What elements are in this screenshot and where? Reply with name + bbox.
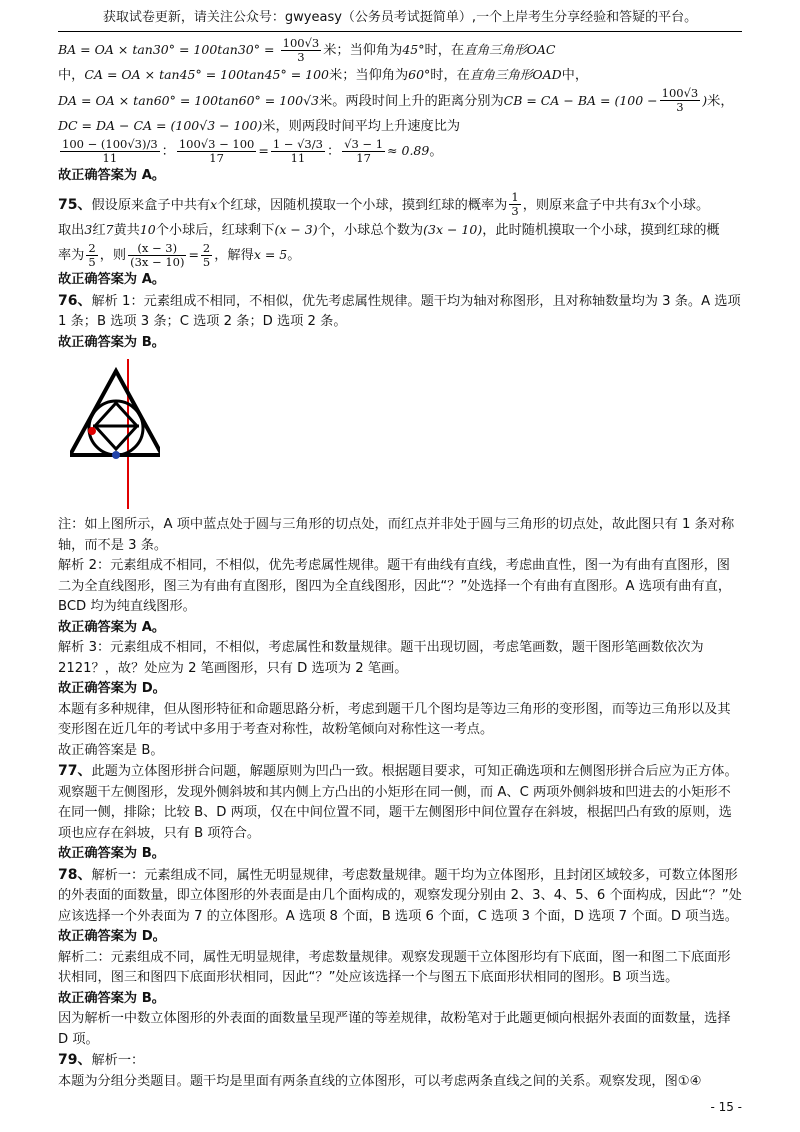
fraction: $\frac{100√3}{3}$ — [661, 86, 699, 114]
page-number: - 15 - — [710, 1100, 742, 1114]
q75-line-1: 75、假设原来盒子中共有x个红球，因随机摸取一个小球，摸到红球的概率为 $\frac{1}{3}$ ，则原来盒子中共有3x个小球。 — [58, 190, 710, 218]
q75-answer: 故正确答案为 A。 — [58, 272, 166, 287]
q76-answer-3: 故正确答案为 D。 — [58, 681, 166, 696]
fraction: $\frac{100√3}{3}$ — [282, 35, 320, 64]
question-number: 78、 — [58, 866, 92, 883]
fraction: $\frac{1}{3}$ — [511, 190, 519, 218]
blue-point — [112, 451, 120, 459]
question-number: 76、 — [58, 292, 92, 309]
formula-ba: BA = OA × tan30° = 100tan30° = — [58, 42, 275, 57]
header-divider — [58, 31, 742, 32]
q76-summary: 本题有多种规律，但从图形特征和命题思路分析，考虑到题干几个图均是等边三角形的变形图，而等边三角形以及其变形图在近几年的考试中多用于考查对称性，故粉笔倾向对称性这一考点。 — [58, 701, 731, 737]
question-number: 79、 — [58, 1052, 92, 1068]
red-point — [88, 427, 96, 435]
question-number: 77、 — [58, 763, 92, 779]
q76-answer-2: 故正确答案为 A。 — [58, 619, 166, 635]
q76-final: 故正确答案是 B。 — [58, 742, 164, 758]
q78-answer-1: 故正确答案为 D。 — [58, 929, 166, 944]
fraction: $\frac{100√3 - 100}{17}$ — [178, 136, 255, 165]
q74-line-5: $\frac{100 - (100√3)/3}{11}$ ： $\frac{100√3 - 100}{17}$ = $\frac{1 - √3/3}{11}$ ： $\frac{√3 - 1}{17}$ ≈ 0.89。 — [62, 136, 443, 165]
fraction: $\frac{1 - √3/3}{11}$ — [272, 136, 323, 165]
triangle-circle-icon — [70, 359, 160, 509]
q78-analysis-2: 解析二：元素组成不同，属性无明显规律，考虑数量规律。观察发现题干立体图形均有下底面，图一和图二下底面形状相同，图三和图四下底面形状相同，因此“？”处应该选择一个与图五下底面形状相同的图形。B 项当选。 — [58, 949, 731, 985]
q74-line-2: 中，CA = OA × tan45° = 100tan45° = 100米；当仰角为60°时，在直角三角形OAD中， — [58, 67, 589, 83]
fraction: $\frac{2}{5}$ — [88, 240, 96, 269]
page-content — [58, 36, 742, 1092]
q74-line-3: DA = OA × tan60° = 100tan60° = 100√3米。两段时间上升的距离分别为CB = CA − BA = (100 − $\frac{100√3}{3}$ )米， — [58, 86, 734, 114]
q76-answer-1: 故正确答案为 B。 — [58, 334, 165, 350]
q75-line-3: 率为 $\frac{2}{5}$ ，则 $\frac{(x - 3)}{(3x - 10)}$ = $\frac{2}{5}$ ，解得x = 5。 — [58, 240, 301, 269]
q79-heading: 79、解析一： — [58, 1052, 145, 1068]
fraction: $\frac{√3 - 1}{17}$ — [344, 136, 384, 165]
q77-answer: 故正确答案为 B。 — [58, 846, 165, 861]
q74-line-1: BA = OA × tan30° = 100tan30° = $\frac{100√3}{3}$ 米；当仰角为45°时，在直角三角形OAC — [58, 35, 556, 64]
outer-triangle — [70, 371, 160, 455]
q79-analysis: 本题为分组分类题目。题干均是里面有两条直线的立体图形，可以考虑两条直线之间的关系。观察发现，图①④ — [58, 1073, 702, 1089]
q75-line-2: 取出3红7黄共10个小球后，红球剩下(x − 3)个，小球总个数为(3x − 10)，此时随机摸取一个小球，摸到红球的概 — [58, 221, 720, 238]
triangle-circle-symmetry-figure — [58, 359, 742, 511]
fraction: $\frac{100 - (100√3)/3}{11}$ — [62, 136, 158, 165]
q78-answer-2: 故正确答案为 B。 — [58, 990, 165, 1006]
q76-analysis-1: 76、解析 1：元素组成不相同，不相似，优先考虑属性规律。题干均为轴对称图形，且对称轴数量均为 3 条。A 选项 1 条；B 选项 3 条；C 选项 2 条；D 选项 2 条。 — [58, 292, 741, 329]
q78-analysis-1: 78、解析一：元素组成不同，属性无明显规律，考虑数量规律。题干均为立体图形，且封闭区域较多，可数立体图形的外表面的面数量，即立体图形的外表面是由几个面构成的，观察发现分别由 2、3、4、5、6 个面构成，因此“？”处应该选择一个外表面为 7 的立体图形。A 选项 8 个面，B 选项 6 个面，C 选项 3 个面，D 选项 7 个面。D 项当选。 — [58, 866, 742, 924]
q76-note: 注：如上图所示，A 项中蓝点处于圆与三角形的切点处，而红点并非处于圆与三角形的切点处，故此图只有 1 条对称轴，而不是 3 条。 — [58, 517, 735, 553]
q74-answer: 故正确答案为 A。 — [58, 168, 166, 183]
fraction: $\frac{2}{5}$ — [202, 240, 211, 269]
q74-line-4: DC = DA − CA = (100√3 − 100)米，则两段时间平均上升速度比为 — [58, 117, 461, 134]
q76-analysis-2: 解析 2：元素组成不相同，不相似，优先考虑属性规律。题干有曲线有直线，考虑曲直性，图一为有曲有直图形，图二为全直线图形，图三为有曲有直图形，图四为全直线图形，因此“？”处选择一个有曲有直图形。A 选项有曲有直，BCD 均为纯直线图形。 — [58, 558, 732, 614]
question-number: 75、 — [58, 196, 92, 213]
q78-conclusion: 因为解析一中数立体图形的外表面的面数量呈现严谨的等差规律，故粉笔对于此题更倾向根据外表面的面数量，选择 D 项。 — [58, 1011, 731, 1047]
q76-analysis-3: 解析 3：元素组成不相同，不相似，考虑属性和数量规律。题干出现切圆，考虑笔画数，题干图形笔画数依次为 2121？，故？处应为 2 笔画图形，只有 D 选项为 2 笔画。 — [58, 640, 704, 676]
fraction: $\frac{(x - 3)}{(3x - 10)}$ — [130, 240, 185, 269]
page-header: 获取试卷更新，请关注公众号：gwyeasy（公务员考试挺简单）,一个上岸考生分享经验和答疑的平台。 — [102, 10, 698, 25]
q77-analysis: 77、此题为立体图形拼合问题，解题原则为凹凸一致。根据题目要求，可知正确选项和左侧图形拼合后应为正方体。观察题干左侧图形，发现外侧斜坡和其内侧上方凸出的小矩形在同一侧，而 A、C 两项外侧斜坡和凹进去的小矩形不在同一侧，排除；比较 B、D 两项，仅在中间位置不同，题干左侧图形中间位置存在斜坡，根据凹凸有致的原则，选项也应存在斜坡，只有 B 项符合。 — [58, 763, 738, 841]
